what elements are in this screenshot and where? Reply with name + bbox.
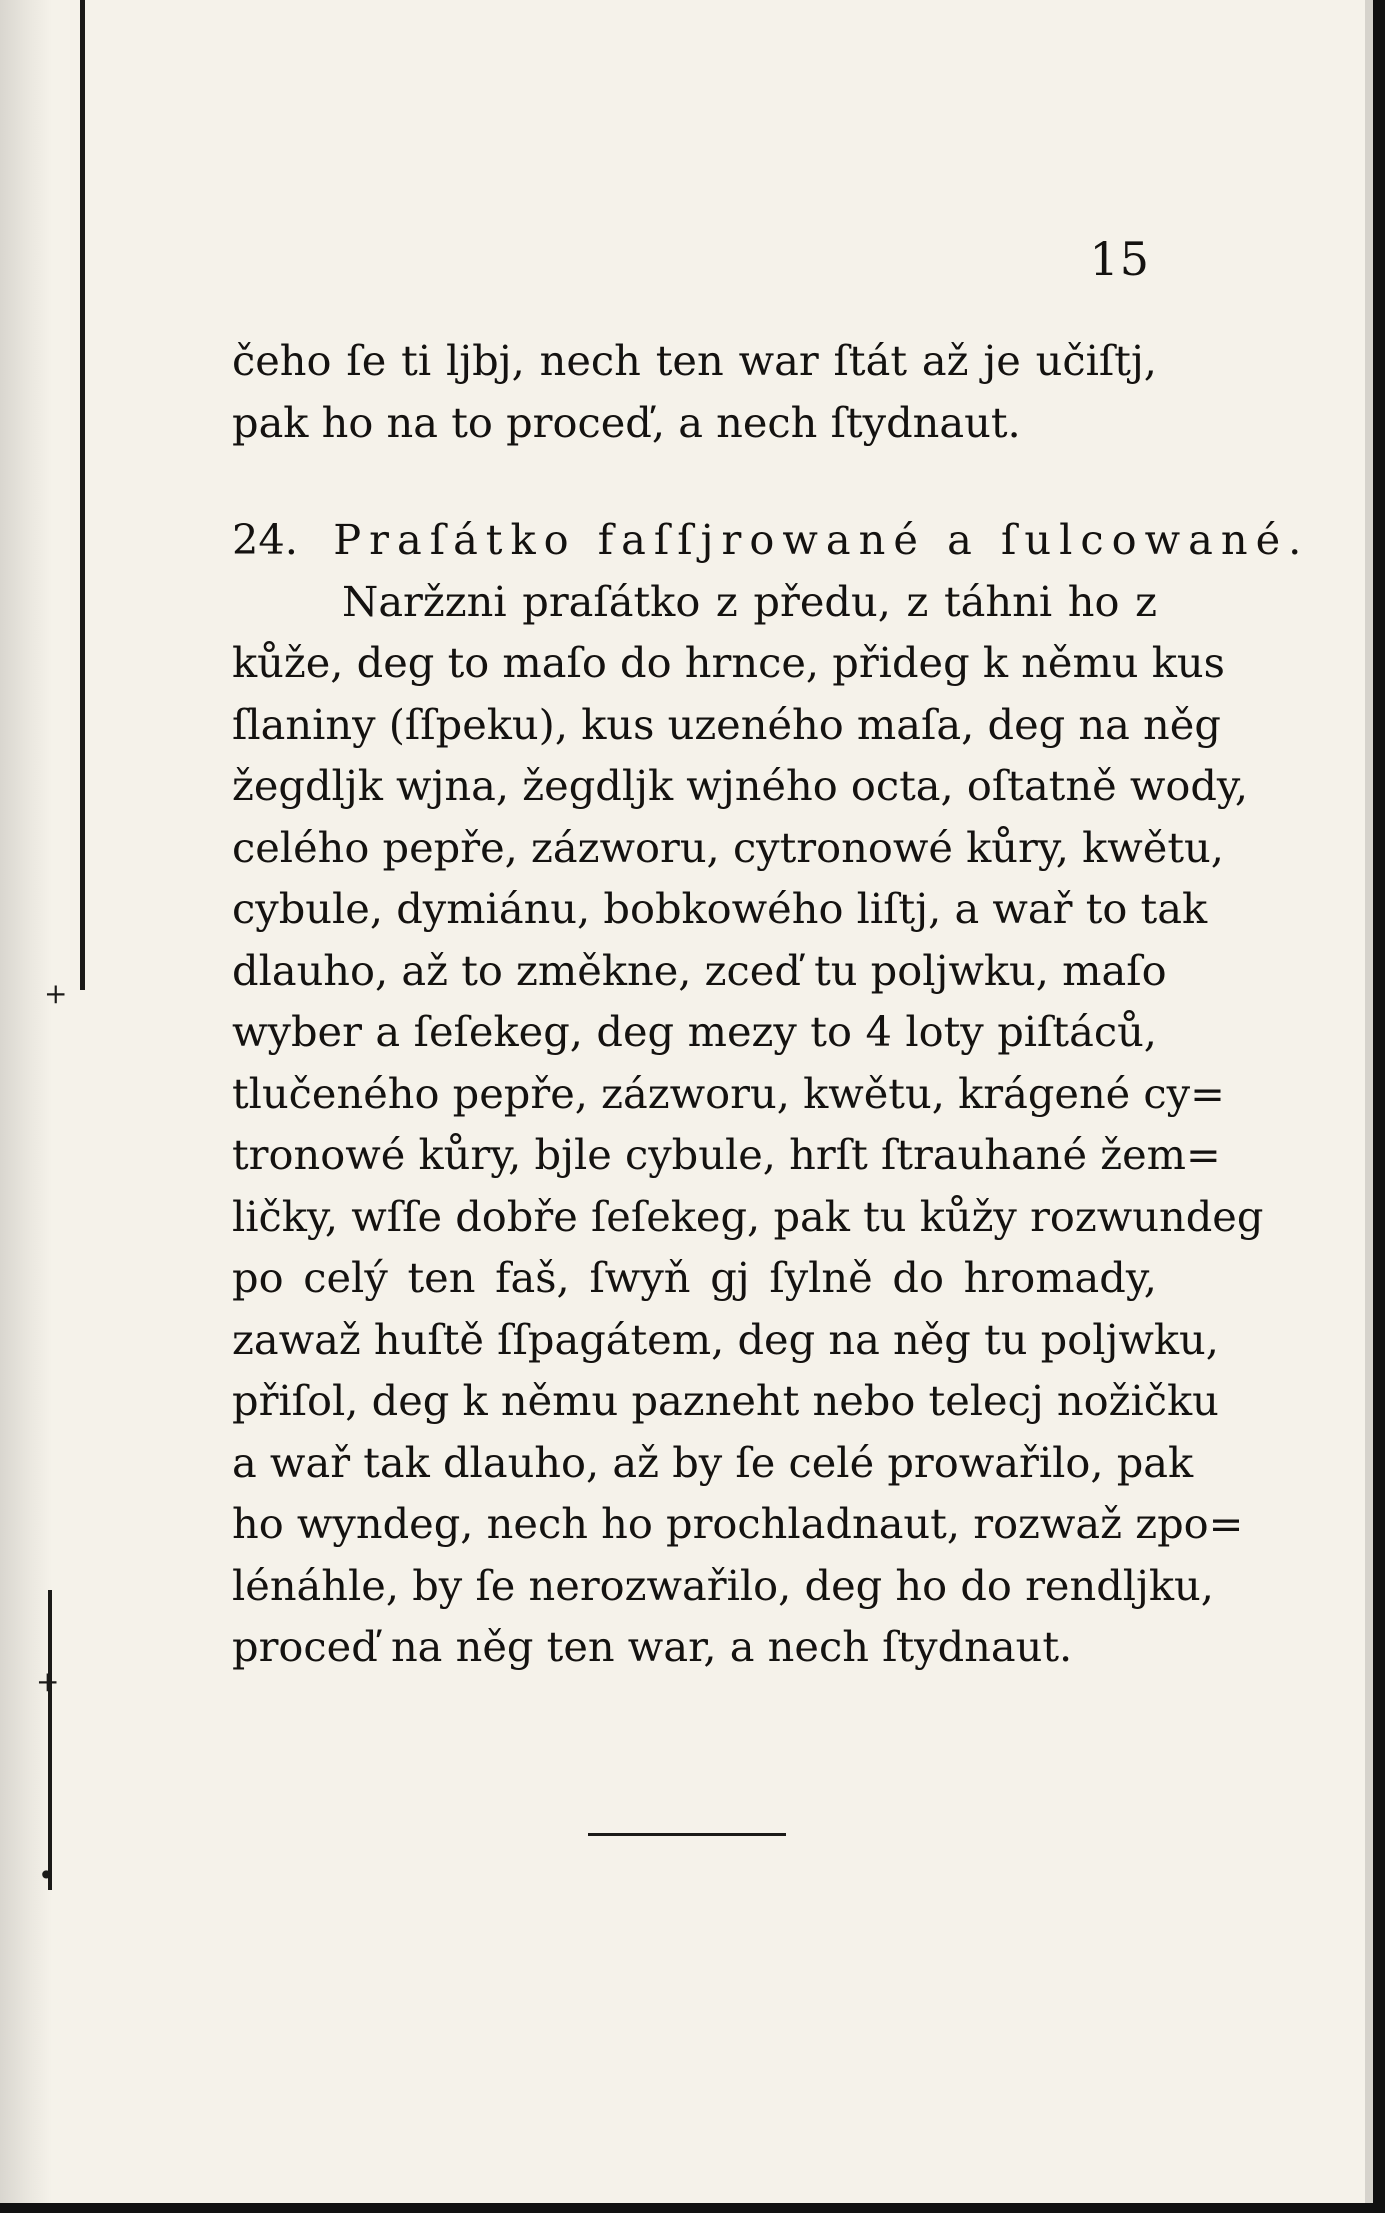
recipe-line: wyber a ſeſekeg, deg mezy to 4 loty piſtáců, xyxy=(232,1007,1157,1056)
paragraph-gap xyxy=(232,453,1157,509)
continuation-line: pak ho na to proceď, a nech ſtydnaut. xyxy=(232,397,1021,447)
recipe-line: celého pepře, zázworu, cytronowé kůry, kwětu, xyxy=(232,822,1224,872)
recipe-title: Praſátko faſſjrowané a ſulcowané. xyxy=(333,515,1310,564)
recipe-line: tronowé kůry, bjle cybule, hrſt ſtrauhané žem= xyxy=(232,1130,1221,1179)
page-body xyxy=(232,330,1310,1678)
recipe-line: cybule, dymiánu, bobkowého liſtj, a wař to tak xyxy=(232,884,1208,933)
scan-edge-border xyxy=(1373,0,1385,2213)
recipe-line: proceď na něg ten war, a nech ſtydnaut. xyxy=(232,1622,1073,1671)
recipe-line: kůže, deg to maſo do hrnce, přideg k němu kus xyxy=(232,638,1225,687)
recipe-number: 24. xyxy=(232,515,298,564)
scan-bottom-border xyxy=(0,2203,1385,2213)
recipe-line: ličky, wſſe dobře ſeſekeg, pak tu kůžy rozwundeg xyxy=(232,1191,1264,1241)
continuation-line: čeho ſe ti ljbj, nech ten war ſtát až je učiſtj, xyxy=(232,336,1157,385)
page-number: 15 xyxy=(1089,232,1150,286)
binding-mark-icon: + xyxy=(44,977,68,1010)
recipe-heading xyxy=(232,509,1310,571)
recipe-line: Naržzni praſátko z předu, z táhni ho z xyxy=(342,576,1157,626)
recipe-line: dlauho, až to změkne, zceď tu poljwku, maſo xyxy=(232,945,1167,995)
binding-edge-line-lower xyxy=(48,1590,52,1890)
section-end-rule xyxy=(588,1833,786,1836)
binding-mark-icon: + xyxy=(36,1665,60,1698)
recipe-line: a wař tak dlauho, až by ſe celé prowařilo, pak xyxy=(232,1437,1194,1487)
recipe-line: lénáhle, by ſe nerozwařilo, deg ho do rendljku, xyxy=(232,1560,1214,1610)
recipe-line: po celý ten faš, ſwyň gj ſylně do hromady, xyxy=(232,1253,1157,1302)
recipe-line: přiſol, deg k němu pazneht nebo telecj nožičku xyxy=(232,1376,1219,1425)
scan-edge-shadow xyxy=(1365,0,1373,2213)
recipe-line: zawaž huſtě ſſpagátem, deg na něg tu poljwku, xyxy=(232,1314,1219,1364)
recipe-line: tlučeného pepře, zázworu, kwětu, krágené cy= xyxy=(232,1068,1225,1118)
recipe-line: žegdljk wjna, žegdljk wjného octa, oſtatně wody, xyxy=(232,761,1249,810)
binding-margin xyxy=(0,0,85,2213)
recipe-line: ſlaniny (ſſpeku), kus uzeného maſa, deg na něg xyxy=(232,699,1221,749)
binding-edge-line xyxy=(80,0,85,990)
recipe-line: ho wyndeg, nech ho prochladnaut, rozwaž zpo= xyxy=(232,1499,1244,1548)
binding-mark-icon: • xyxy=(38,1859,55,1892)
